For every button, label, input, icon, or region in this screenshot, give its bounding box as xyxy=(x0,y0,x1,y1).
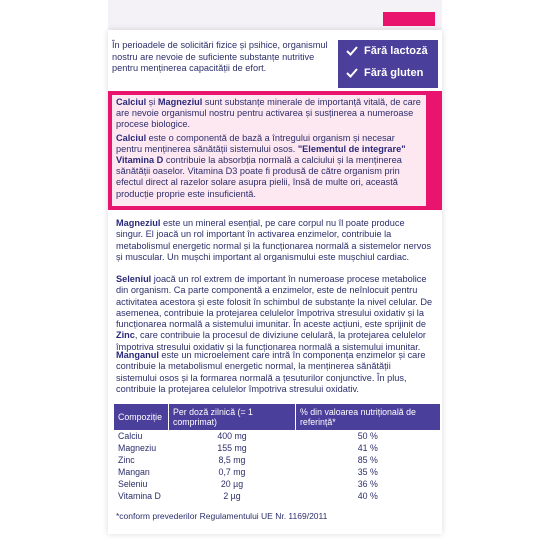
footnote: *conform prevederilor Regulamentului UE Nr. 1169/2011 xyxy=(116,511,328,521)
magnesium-paragraph xyxy=(116,218,434,263)
col-header-reference-value: % din valoarea nutrițională de referință* xyxy=(296,404,441,430)
term-calciu: Calciul xyxy=(116,97,147,107)
text-span: , care contribuie la procesul de diviziune celulară, la protejarea celulelor împotriva stresului oxidativ și la funcționarea normală a sistemului imunitar. xyxy=(116,330,426,352)
calcium-magnesium-intro xyxy=(116,97,422,131)
table-row xyxy=(114,430,440,442)
term-magneziu: Magneziul xyxy=(116,218,161,228)
table-cell: 400 mg xyxy=(217,431,247,441)
table-cell: 155 mg xyxy=(217,443,247,453)
text-span: și xyxy=(146,97,158,107)
selenium-paragraph xyxy=(116,274,434,353)
calcium-vitamin-d-text xyxy=(116,133,422,200)
text-span: este un mineral esențial, pe care corpul nu îl poate produce singur. El joacă un rol important în activarea enzimelor, contribuie la metabolismul energetic normal și la funcționarea normală a sistemelor nervos și muscular. Un mușchi important al organismului este mușchiul cardiac. xyxy=(116,218,432,262)
text-span: este un microelement care intră în componența enzimelor și care contribuie la metabolismul energetic normal, la menținerea sănătății sistemului osos și la formarea normală a țesuturilor conjunctive. În plus, contribuie la protejarea celulelor împotriva stresului oxidativ. xyxy=(116,350,426,394)
text-span: este o componentă de bază a întregului organism și necesar pentru menținerea sănătății sistemului osos. xyxy=(116,132,395,154)
top-flap xyxy=(108,0,442,30)
term-zinc: Zinc xyxy=(116,330,135,341)
term-calciu: Calciul xyxy=(116,132,147,143)
table-cell: 85 % xyxy=(357,455,378,465)
free-from-badges xyxy=(338,40,438,88)
table-header-row xyxy=(114,404,440,430)
table-cell: Seleniu xyxy=(118,479,148,489)
table-cell: 8,5 mg xyxy=(218,455,246,465)
table-cell: Mangan xyxy=(118,467,150,477)
intro-text: În perioadele de solicitări fizice și psihice, organismul nostru are nevoie de suficiente substanțe nutritive pentru menținerea capacității de efort. xyxy=(112,40,328,73)
table-row xyxy=(114,490,440,502)
calcium-magnesium-box xyxy=(112,95,426,206)
text-span: sunt substanțe minerale de importanță vitală, de care are nevoie organismul nostru pentru activarea și susținerea a numeroase procese biologice. xyxy=(116,97,421,130)
table-row xyxy=(114,466,440,478)
table-row xyxy=(114,442,440,454)
table-cell: Magneziu xyxy=(118,443,157,453)
table-cell: 40 % xyxy=(357,491,378,501)
badge-label: Fără gluten xyxy=(364,67,424,79)
table-row xyxy=(114,478,440,490)
badge-label: Fără lactoză xyxy=(364,45,428,57)
table-cell: 36 % xyxy=(357,479,378,489)
term-mangan: Manganul xyxy=(116,350,159,360)
check-icon xyxy=(346,67,358,79)
table-cell: 50 % xyxy=(357,431,378,441)
text-span: joacă un rol extrem de important în numeroase procese metabolice din organism. Ca parte componentă a enzimelor, este de neînlocuit pentru activitatea acestora și este folosit în schimbul de substanțe la nivel celular. De asemenea, contribuie la protejarea celulelor împotriva stresului oxidativ și la funcționarea normală a sistemului imunitar. În aceste acțiuni, este sprijinit de xyxy=(116,274,433,330)
upside-down-tag xyxy=(383,12,435,26)
badge-gluten-free xyxy=(338,62,438,84)
check-icon xyxy=(346,45,358,57)
table-cell: 41 % xyxy=(357,443,378,453)
table-cell: Vitamina D xyxy=(118,491,161,501)
table-cell: 20 µg xyxy=(220,479,244,489)
table-cell: 2 µg xyxy=(223,491,241,501)
text-span: contribuie la absorbția normală a calciului și la menținerea sănătății oaselor. Vitamina D3 poate fi produsă de către organism prin efectul direct al razelor solare asupra pielii, însă de multe ori, această producție proprie este insuficientă. xyxy=(116,155,402,199)
table-row xyxy=(114,454,440,466)
term-seleniu: Seleniul xyxy=(116,274,152,284)
table-cell: Zinc xyxy=(118,455,135,465)
term-vitamina-d: "Elementul de integrare" Vitamina D xyxy=(116,143,406,166)
col-header-daily-dose: Per doză zilnică (= 1 comprimat) xyxy=(169,404,296,430)
manganese-paragraph xyxy=(116,350,434,395)
table-cell: 0,7 mg xyxy=(218,467,246,477)
table-cell: 35 % xyxy=(357,467,378,477)
badge-lactose-free xyxy=(338,40,438,62)
col-header-composition: Compoziție xyxy=(114,404,169,430)
table-cell: Calciu xyxy=(118,431,143,441)
term-magneziu: Magneziul xyxy=(157,97,203,107)
nutrition-table xyxy=(114,404,440,502)
